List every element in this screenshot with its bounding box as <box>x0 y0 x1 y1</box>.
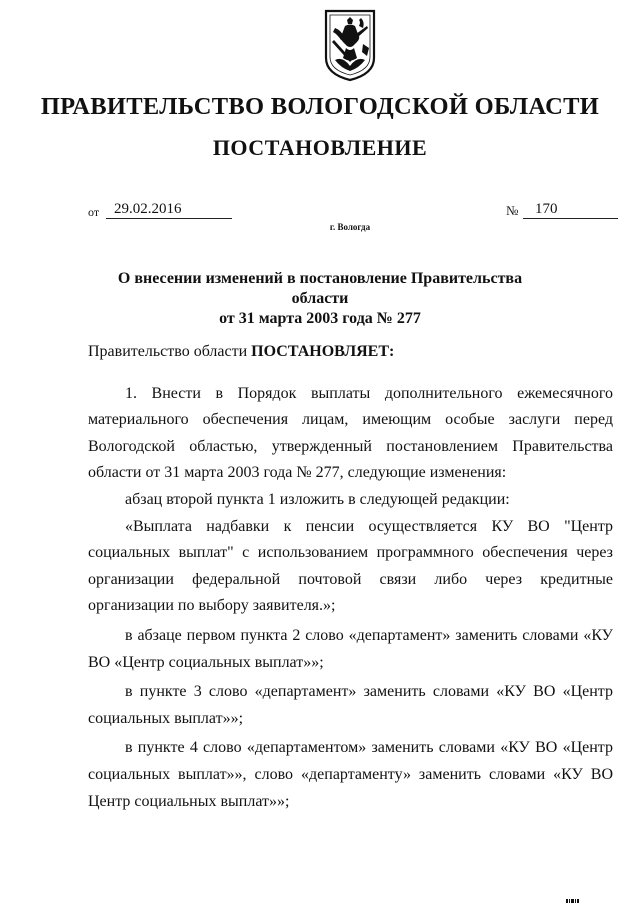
intro-paragraph <box>88 339 613 366</box>
subject-line-2: от 31 марта 2003 года № 277 <box>219 310 421 327</box>
document-body <box>88 339 613 815</box>
document-subject <box>100 269 540 329</box>
body-paragraph-6: в пункте 4 слово «департаментом» заменить словами «КУ ВО «Центр социальных выплат»», слово «департаменту» заменить словами «КУ ВО Центр социальных выплат»»; <box>88 739 613 810</box>
body-paragraph-4: в абзаце первом пункта 2 слово «департамент» заменить словами «КУ ВО «Центр социальных выплат»»; <box>88 626 613 671</box>
body-paragraph-5: в пункте 3 слово «департамент» заменить словами «КУ ВО «Центр социальных выплат»»; <box>88 683 613 727</box>
intro-text: Правительство области <box>88 343 252 360</box>
number-value: 170 <box>523 200 618 219</box>
body-paragraph-1: 1. Внести в Порядок выплаты дополнительного ежемесячного материального обеспечения лицам, имеющим особые заслуги перед Вологодской областью, утвержденный постановлением Правительства области от 31 марта 2003 года № 277, следующие изменения: <box>88 384 613 482</box>
city-label: г. Вологда <box>329 222 371 232</box>
body-paragraph-3: «Выплата надбавки к пенсии осуществляется КУ ВО "Центр социальных выплат" с использованием программного обеспечения через организации федеральной почтовой связи либо через кредитные организации по выбору заявителя.»; <box>88 517 613 615</box>
document-type-heading: ПОСТАНОВЛЕНИЕ <box>212 135 428 160</box>
government-title: ПРАВИТЕЛЬСТВО ВОЛОГОДСКОЙ ОБЛАСТИ <box>40 93 600 120</box>
intro-decree-word: ПОСТАНОВЛЯЕТ: <box>251 343 395 360</box>
date-value: 29.02.2016 <box>106 200 232 219</box>
scan-marks <box>566 899 582 903</box>
date-prefix: от <box>88 205 100 219</box>
subject-line-1: О внесении изменений в постановление Правительства области <box>117 270 523 307</box>
vologda-coat-of-arms-icon <box>323 8 377 82</box>
number-prefix: № <box>506 203 519 218</box>
body-paragraph-2: абзац второй пункта 1 изложить в следующей редакции: <box>125 490 510 508</box>
